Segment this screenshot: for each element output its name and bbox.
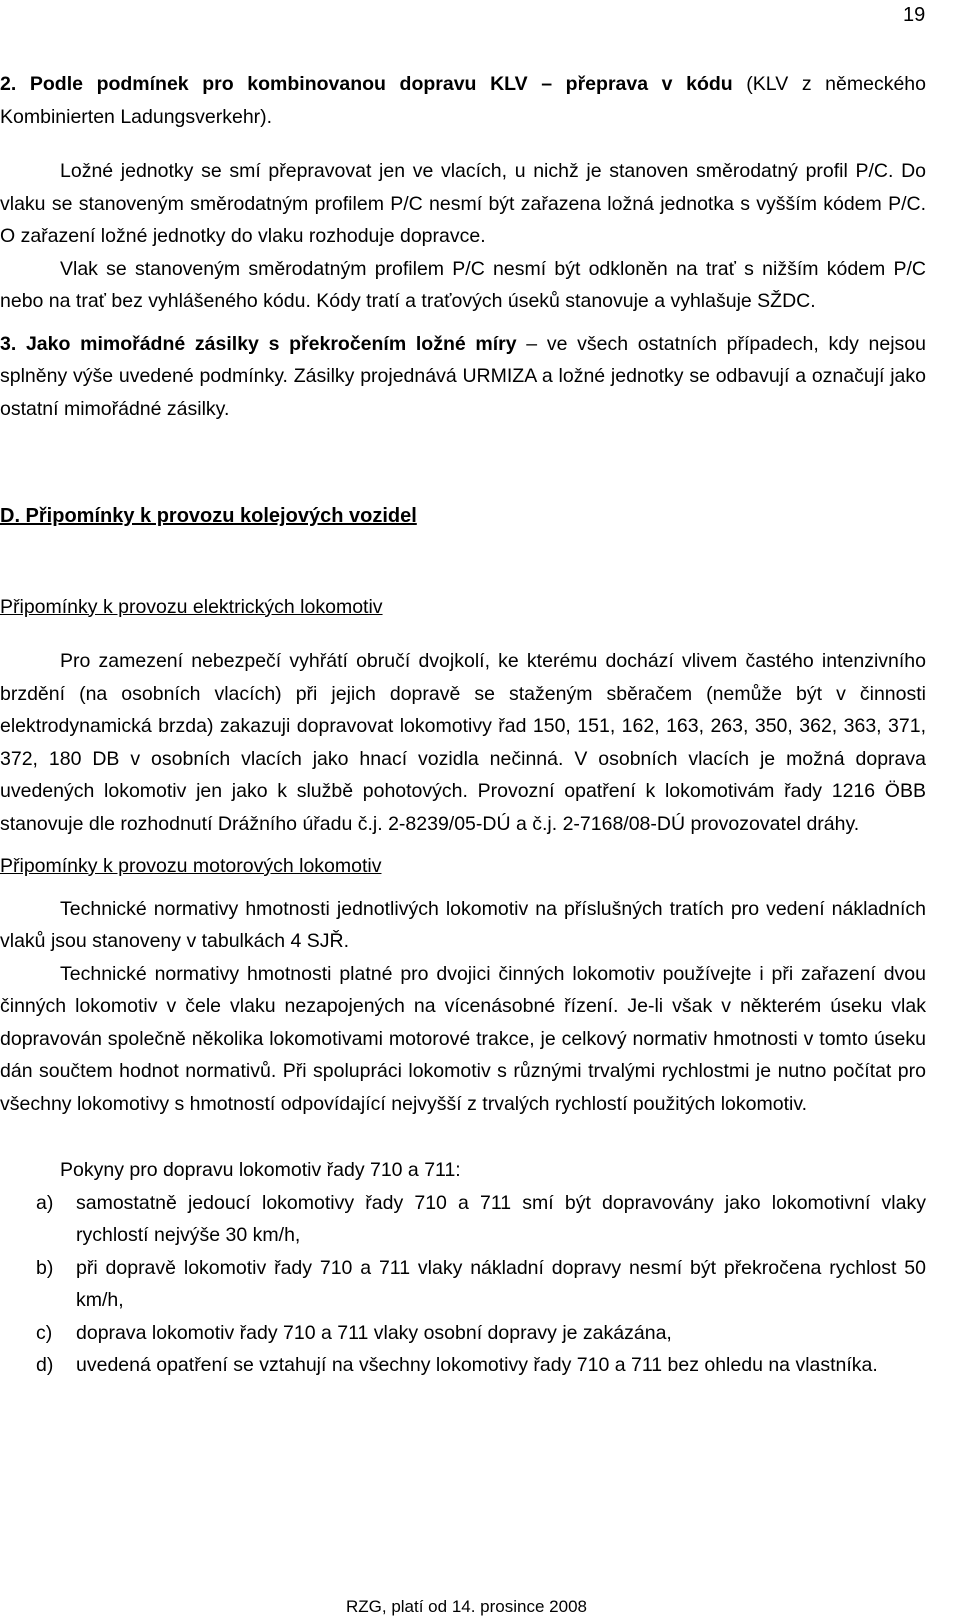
document-body (0, 68, 926, 1382)
list-marker: b) (36, 1256, 54, 1279)
section-2-title (0, 68, 926, 133)
electric-locomotives-paragraph: Pro zamezení nebezpečí vyhřátí obručí dvojkolí, ke kterému dochází vlivem častého intenzivního brzdění (na osobních vlacích) při jejich dopravě se staženým sběračem (nemůže být v činnosti elektrodynamická brzda) zakazuji dopravovat lokomotivy řad 150, 151, 162, 163, 263, 350, 362, 363, 371, 372, 180 DB v osobních vlacích jako hnací vozidla nečinná. V osobních vlacích je možná doprava uvedených lokomotiv jen jako k službě pohotových. Provozní opatření k lokomotivám řady 1216 ÖBB stanovuje dle rozhodnutí Drážního úřadu č.j. 2-8239/05-DÚ a č.j. 2-7168/08-DÚ provozovatel dráhy. (0, 650, 926, 835)
list-item (0, 1349, 926, 1382)
section-2-title-bold: 2. Podle podmínek pro kombinovanou dopravu KLV – přeprava v kódu (0, 73, 733, 95)
section-2-title-rest: (KLV z německého Kombinierten Ladungsverkehr). (0, 73, 926, 128)
list-item (0, 1252, 926, 1317)
list-marker: a) (36, 1191, 54, 1214)
section-3-title-rest: – ve všech ostatních případech, kdy nejsou splněny výše uvedené podmínky. Zásilky projednává URMIZA a ložné jednotky se odbavují a označují jako ostatní mimořádné zásilky. (0, 332, 926, 420)
instructions-list (0, 1187, 926, 1382)
section-2-paragraph-1: Ložné jednotky se smí přepravovat jen ve vlacích, u nichž je stanoven směrodatný profil P/C. Do vlaku se stanoveným směrodatným profilem P/C nesmí být zařazena ložná jednotka s vyšším kódem P/C. O zařazení ložné jednotky do vlaku rozhoduje dopravce. (0, 160, 926, 247)
list-item-text: při dopravě lokomotiv řady 710 a 711 vlaky nákladní dopravy nesmí být překročena rychlost 50 km/h, (76, 1256, 926, 1311)
motor-locomotives-paragraph-1: Technické normativy hmotnosti jednotlivých lokomotiv na příslušných tratích pro vedení nákladních vlaků jsou stanoveny v tabulkách 4 SJŘ. (0, 897, 926, 952)
list-item-text: doprava lokomotiv řady 710 a 711 vlaky osobní dopravy je zakázána, (76, 1321, 672, 1344)
list-marker: d) (36, 1354, 54, 1376)
section-3-paragraph (0, 328, 926, 426)
list-item-text: uvedená opatření se vztahují na všechny lokomotivy řady 710 a 711 bez ohledu na vlastníka. (76, 1354, 878, 1376)
section-2-paragraph-2: Vlak se stanoveným směrodatným profilem P/C nesmí být odkloněn na trať s nižším kódem P/C nebo na trať bez vyhlášeného kódu. Kódy tratí a traťových úseků stanovuje a vyhlašuje SŽDC. (0, 257, 926, 312)
section-d-heading: D. Připomínky k provozu kolejových vozidel (0, 505, 417, 527)
electric-locomotives-heading: Připomínky k provozu elektrických lokomotiv (0, 595, 383, 618)
motor-locomotives-heading: Připomínky k provozu motorových lokomotiv (0, 855, 382, 877)
page-number: 19 (903, 4, 926, 26)
motor-locomotives-paragraph-2: Technické normativy hmotnosti platné pro dvojici činných lokomotiv používejte i při zařazení dvou činných lokomotiv v čele vlaku nezapojených na vícenásobné řízení. Je-li však v některém úseku vlak dopravován společně několika lokomotivami motorové trakce, je celkový normativ hmotnosti v tomto úseku dán součtem hodnot normativů. Při spolupráci lokomotiv s různými trvalými rychlostmi je nutno počítat pro všechny lokomotivy s hmotností odpovídající nejvyšší z trvalých rychlostí použitých lokomotiv. (0, 962, 926, 1115)
section-3-title-bold: 3. Jako mimořádné zásilky s překročením ložné míry (0, 332, 517, 355)
list-item (0, 1317, 926, 1350)
instructions-intro: Pokyny pro dopravu lokomotiv řady 710 a 711: (60, 1159, 461, 1181)
list-item-text: samostatně jedoucí lokomotivy řady 710 a 711 smí být dopravovány jako lokomotivní vlaky rychlostí nejvýše 30 km/h, (76, 1191, 926, 1246)
list-marker: c) (36, 1321, 53, 1344)
list-item (0, 1187, 926, 1252)
page-footer: RZG, platí od 14. prosince 2008 (346, 1597, 587, 1616)
